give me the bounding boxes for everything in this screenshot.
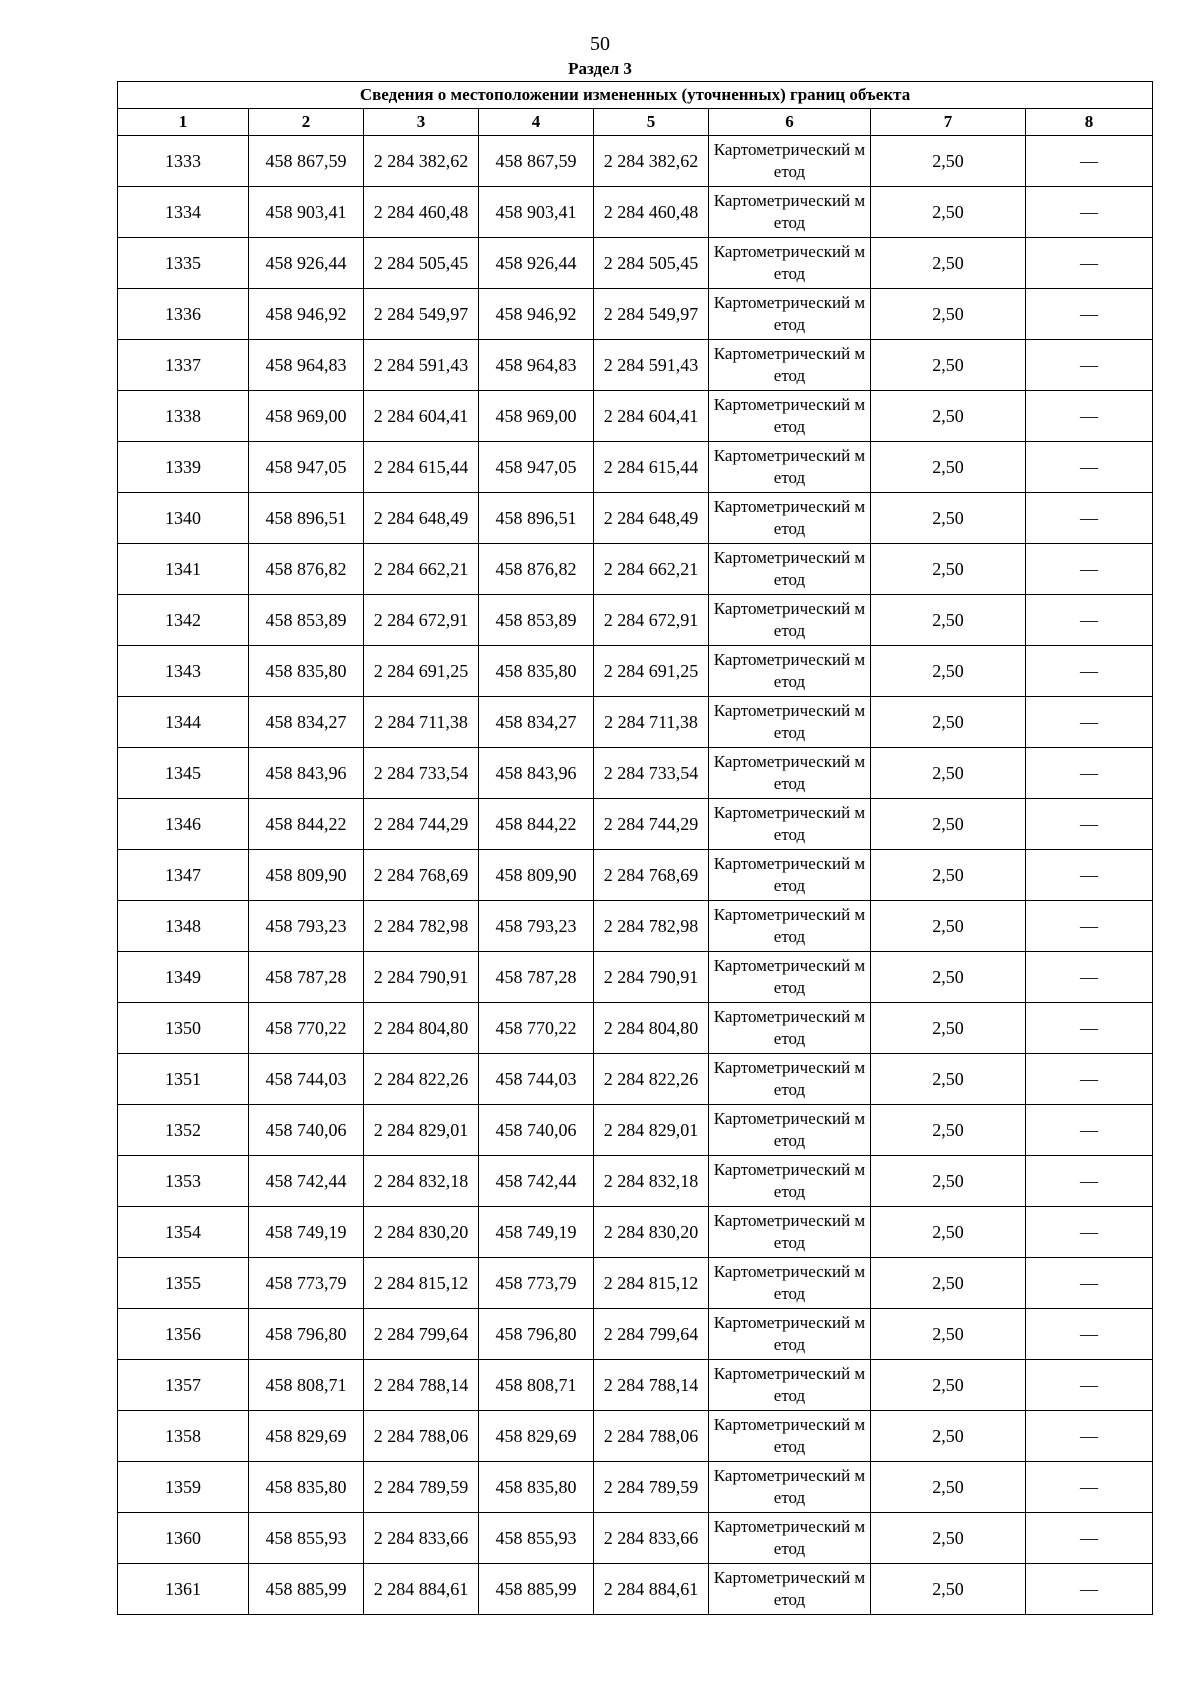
- x-existing-cell: 458 885,99: [249, 1564, 364, 1615]
- description-cell: —: [1026, 340, 1153, 391]
- table-row: [118, 646, 1153, 697]
- y-existing-cell: 2 284 662,21: [364, 544, 479, 595]
- y-existing-cell: 2 284 604,41: [364, 391, 479, 442]
- column-number-7: 7: [871, 109, 1026, 136]
- description-cell: —: [1026, 1258, 1153, 1309]
- y-new-cell: 2 284 549,97: [594, 289, 709, 340]
- table-row: [118, 493, 1153, 544]
- x-existing-cell: 458 926,44: [249, 238, 364, 289]
- x-existing-cell: 458 835,80: [249, 1462, 364, 1513]
- table-row: [118, 187, 1153, 238]
- y-new-cell: 2 284 799,64: [594, 1309, 709, 1360]
- y-new-cell: 2 284 505,45: [594, 238, 709, 289]
- accuracy-cell: 2,50: [871, 340, 1026, 391]
- description-cell: —: [1026, 1207, 1153, 1258]
- x-new-cell: 458 834,27: [479, 697, 594, 748]
- y-existing-cell: 2 284 788,14: [364, 1360, 479, 1411]
- point-number-cell: 1360: [118, 1513, 249, 1564]
- x-new-cell: 458 773,79: [479, 1258, 594, 1309]
- x-new-cell: 458 809,90: [479, 850, 594, 901]
- method-cell: Картометрический метод: [709, 1258, 871, 1309]
- description-cell: —: [1026, 136, 1153, 187]
- point-number-cell: 1355: [118, 1258, 249, 1309]
- method-cell: Картометрический метод: [709, 1309, 871, 1360]
- table-row: [118, 136, 1153, 187]
- y-existing-cell: 2 284 799,64: [364, 1309, 479, 1360]
- point-number-cell: 1350: [118, 1003, 249, 1054]
- table-row: [118, 850, 1153, 901]
- table-row: [118, 595, 1153, 646]
- point-number-cell: 1349: [118, 952, 249, 1003]
- accuracy-cell: 2,50: [871, 952, 1026, 1003]
- x-new-cell: 458 855,93: [479, 1513, 594, 1564]
- x-new-cell: 458 843,96: [479, 748, 594, 799]
- description-cell: —: [1026, 544, 1153, 595]
- method-cell: Картометрический метод: [709, 748, 871, 799]
- table-row: [118, 1054, 1153, 1105]
- x-new-cell: 458 885,99: [479, 1564, 594, 1615]
- point-number-cell: 1337: [118, 340, 249, 391]
- x-new-cell: 458 903,41: [479, 187, 594, 238]
- x-existing-cell: 458 740,06: [249, 1105, 364, 1156]
- method-cell: Картометрический метод: [709, 1411, 871, 1462]
- table-row: [118, 544, 1153, 595]
- x-existing-cell: 458 834,27: [249, 697, 364, 748]
- x-new-cell: 458 796,80: [479, 1309, 594, 1360]
- point-number-cell: 1361: [118, 1564, 249, 1615]
- y-new-cell: 2 284 672,91: [594, 595, 709, 646]
- table-row: [118, 748, 1153, 799]
- x-new-cell: 458 926,44: [479, 238, 594, 289]
- y-existing-cell: 2 284 788,06: [364, 1411, 479, 1462]
- method-cell: Картометрический метод: [709, 1054, 871, 1105]
- description-cell: —: [1026, 238, 1153, 289]
- accuracy-cell: 2,50: [871, 1309, 1026, 1360]
- x-new-cell: 458 793,23: [479, 901, 594, 952]
- x-existing-cell: 458 853,89: [249, 595, 364, 646]
- description-cell: —: [1026, 493, 1153, 544]
- method-cell: Картометрический метод: [709, 952, 871, 1003]
- table-row: [118, 901, 1153, 952]
- y-new-cell: 2 284 711,38: [594, 697, 709, 748]
- table-row: [118, 238, 1153, 289]
- x-existing-cell: 458 829,69: [249, 1411, 364, 1462]
- description-cell: —: [1026, 1309, 1153, 1360]
- y-new-cell: 2 284 788,06: [594, 1411, 709, 1462]
- accuracy-cell: 2,50: [871, 1462, 1026, 1513]
- table-row: [118, 340, 1153, 391]
- table-row: [118, 1207, 1153, 1258]
- x-existing-cell: 458 742,44: [249, 1156, 364, 1207]
- accuracy-cell: 2,50: [871, 289, 1026, 340]
- x-new-cell: 458 946,92: [479, 289, 594, 340]
- x-new-cell: 458 740,06: [479, 1105, 594, 1156]
- y-new-cell: 2 284 790,91: [594, 952, 709, 1003]
- description-cell: —: [1026, 391, 1153, 442]
- point-number-cell: 1358: [118, 1411, 249, 1462]
- y-existing-cell: 2 284 830,20: [364, 1207, 479, 1258]
- x-existing-cell: 458 947,05: [249, 442, 364, 493]
- column-number-8: 8: [1026, 109, 1153, 136]
- accuracy-cell: 2,50: [871, 1003, 1026, 1054]
- point-number-cell: 1342: [118, 595, 249, 646]
- y-new-cell: 2 284 615,44: [594, 442, 709, 493]
- y-new-cell: 2 284 804,80: [594, 1003, 709, 1054]
- y-existing-cell: 2 284 768,69: [364, 850, 479, 901]
- y-new-cell: 2 284 832,18: [594, 1156, 709, 1207]
- y-existing-cell: 2 284 549,97: [364, 289, 479, 340]
- table-row: [118, 952, 1153, 1003]
- x-new-cell: 458 749,19: [479, 1207, 594, 1258]
- x-new-cell: 458 964,83: [479, 340, 594, 391]
- y-new-cell: 2 284 822,26: [594, 1054, 709, 1105]
- y-existing-cell: 2 284 691,25: [364, 646, 479, 697]
- table-row: [118, 1105, 1153, 1156]
- x-existing-cell: 458 969,00: [249, 391, 364, 442]
- x-new-cell: 458 808,71: [479, 1360, 594, 1411]
- accuracy-cell: 2,50: [871, 850, 1026, 901]
- y-new-cell: 2 284 789,59: [594, 1462, 709, 1513]
- point-number-cell: 1344: [118, 697, 249, 748]
- y-existing-cell: 2 284 615,44: [364, 442, 479, 493]
- point-number-cell: 1340: [118, 493, 249, 544]
- description-cell: —: [1026, 289, 1153, 340]
- table-row: [118, 1309, 1153, 1360]
- y-existing-cell: 2 284 382,62: [364, 136, 479, 187]
- y-new-cell: 2 284 733,54: [594, 748, 709, 799]
- description-cell: —: [1026, 799, 1153, 850]
- method-cell: Картометрический метод: [709, 1207, 871, 1258]
- x-new-cell: 458 853,89: [479, 595, 594, 646]
- column-number-2: 2: [249, 109, 364, 136]
- method-cell: Картометрический метод: [709, 646, 871, 697]
- description-cell: —: [1026, 1156, 1153, 1207]
- method-cell: Картометрический метод: [709, 1462, 871, 1513]
- method-cell: Картометрический метод: [709, 289, 871, 340]
- point-number-cell: 1353: [118, 1156, 249, 1207]
- point-number-cell: 1359: [118, 1462, 249, 1513]
- x-existing-cell: 458 896,51: [249, 493, 364, 544]
- y-existing-cell: 2 284 782,98: [364, 901, 479, 952]
- column-number-6: 6: [709, 109, 871, 136]
- point-number-cell: 1334: [118, 187, 249, 238]
- method-cell: Картометрический метод: [709, 493, 871, 544]
- x-existing-cell: 458 787,28: [249, 952, 364, 1003]
- point-number-cell: 1345: [118, 748, 249, 799]
- column-number-1: 1: [118, 109, 249, 136]
- description-cell: —: [1026, 1462, 1153, 1513]
- y-new-cell: 2 284 782,98: [594, 901, 709, 952]
- accuracy-cell: 2,50: [871, 238, 1026, 289]
- accuracy-cell: 2,50: [871, 1156, 1026, 1207]
- point-number-cell: 1335: [118, 238, 249, 289]
- y-existing-cell: 2 284 672,91: [364, 595, 479, 646]
- description-cell: —: [1026, 748, 1153, 799]
- accuracy-cell: 2,50: [871, 544, 1026, 595]
- accuracy-cell: 2,50: [871, 799, 1026, 850]
- y-existing-cell: 2 284 733,54: [364, 748, 479, 799]
- method-cell: Картометрический метод: [709, 697, 871, 748]
- method-cell: Картометрический метод: [709, 1513, 871, 1564]
- table-row: [118, 289, 1153, 340]
- x-new-cell: 458 835,80: [479, 1462, 594, 1513]
- x-new-cell: 458 896,51: [479, 493, 594, 544]
- y-new-cell: 2 284 460,48: [594, 187, 709, 238]
- y-new-cell: 2 284 815,12: [594, 1258, 709, 1309]
- table-row: [118, 697, 1153, 748]
- x-new-cell: 458 947,05: [479, 442, 594, 493]
- y-new-cell: 2 284 830,20: [594, 1207, 709, 1258]
- table-row: [118, 1003, 1153, 1054]
- y-new-cell: 2 284 768,69: [594, 850, 709, 901]
- y-existing-cell: 2 284 789,59: [364, 1462, 479, 1513]
- column-number-4: 4: [479, 109, 594, 136]
- point-number-cell: 1351: [118, 1054, 249, 1105]
- y-existing-cell: 2 284 744,29: [364, 799, 479, 850]
- method-cell: Картометрический метод: [709, 1564, 871, 1615]
- table-row: [118, 1462, 1153, 1513]
- x-existing-cell: 458 876,82: [249, 544, 364, 595]
- table-row: [118, 442, 1153, 493]
- y-existing-cell: 2 284 815,12: [364, 1258, 479, 1309]
- description-cell: —: [1026, 595, 1153, 646]
- point-number-cell: 1352: [118, 1105, 249, 1156]
- x-existing-cell: 458 946,92: [249, 289, 364, 340]
- y-existing-cell: 2 284 790,91: [364, 952, 479, 1003]
- method-cell: Картометрический метод: [709, 1156, 871, 1207]
- description-cell: —: [1026, 187, 1153, 238]
- accuracy-cell: 2,50: [871, 1411, 1026, 1462]
- x-new-cell: 458 867,59: [479, 136, 594, 187]
- accuracy-cell: 2,50: [871, 748, 1026, 799]
- accuracy-cell: 2,50: [871, 1360, 1026, 1411]
- point-number-cell: 1348: [118, 901, 249, 952]
- y-existing-cell: 2 284 822,26: [364, 1054, 479, 1105]
- method-cell: Картометрический метод: [709, 850, 871, 901]
- description-cell: —: [1026, 1003, 1153, 1054]
- accuracy-cell: 2,50: [871, 595, 1026, 646]
- table-row: [118, 391, 1153, 442]
- x-existing-cell: 458 964,83: [249, 340, 364, 391]
- x-existing-cell: 458 867,59: [249, 136, 364, 187]
- table-row: [118, 1156, 1153, 1207]
- x-existing-cell: 458 835,80: [249, 646, 364, 697]
- column-number-row: [118, 109, 1153, 136]
- y-existing-cell: 2 284 505,45: [364, 238, 479, 289]
- description-cell: —: [1026, 850, 1153, 901]
- x-new-cell: 458 876,82: [479, 544, 594, 595]
- y-new-cell: 2 284 788,14: [594, 1360, 709, 1411]
- x-new-cell: 458 787,28: [479, 952, 594, 1003]
- accuracy-cell: 2,50: [871, 391, 1026, 442]
- y-new-cell: 2 284 648,49: [594, 493, 709, 544]
- x-new-cell: 458 829,69: [479, 1411, 594, 1462]
- description-cell: —: [1026, 442, 1153, 493]
- x-existing-cell: 458 770,22: [249, 1003, 364, 1054]
- y-new-cell: 2 284 833,66: [594, 1513, 709, 1564]
- method-cell: Картометрический метод: [709, 1003, 871, 1054]
- x-existing-cell: 458 793,23: [249, 901, 364, 952]
- x-new-cell: 458 770,22: [479, 1003, 594, 1054]
- y-new-cell: 2 284 604,41: [594, 391, 709, 442]
- accuracy-cell: 2,50: [871, 1105, 1026, 1156]
- accuracy-cell: 2,50: [871, 1207, 1026, 1258]
- y-existing-cell: 2 284 711,38: [364, 697, 479, 748]
- point-number-cell: 1333: [118, 136, 249, 187]
- description-cell: —: [1026, 1054, 1153, 1105]
- y-new-cell: 2 284 744,29: [594, 799, 709, 850]
- table-caption: Сведения о местоположении измененных (уточненных) границ объекта: [118, 82, 1153, 109]
- x-new-cell: 458 835,80: [479, 646, 594, 697]
- x-existing-cell: 458 844,22: [249, 799, 364, 850]
- y-new-cell: 2 284 662,21: [594, 544, 709, 595]
- method-cell: Картометрический метод: [709, 595, 871, 646]
- table-row: [118, 1258, 1153, 1309]
- accuracy-cell: 2,50: [871, 136, 1026, 187]
- table-row: [118, 1513, 1153, 1564]
- method-cell: Картометрический метод: [709, 442, 871, 493]
- method-cell: Картометрический метод: [709, 1105, 871, 1156]
- y-new-cell: 2 284 591,43: [594, 340, 709, 391]
- coordinates-table: [117, 81, 1153, 1615]
- method-cell: Картометрический метод: [709, 391, 871, 442]
- x-existing-cell: 458 808,71: [249, 1360, 364, 1411]
- accuracy-cell: 2,50: [871, 1513, 1026, 1564]
- y-new-cell: 2 284 829,01: [594, 1105, 709, 1156]
- accuracy-cell: 2,50: [871, 1054, 1026, 1105]
- table-row: [118, 799, 1153, 850]
- x-existing-cell: 458 744,03: [249, 1054, 364, 1105]
- x-new-cell: 458 744,03: [479, 1054, 594, 1105]
- table-body: [118, 136, 1153, 1615]
- y-new-cell: 2 284 691,25: [594, 646, 709, 697]
- method-cell: Картометрический метод: [709, 544, 871, 595]
- point-number-cell: 1338: [118, 391, 249, 442]
- y-existing-cell: 2 284 460,48: [364, 187, 479, 238]
- point-number-cell: 1347: [118, 850, 249, 901]
- method-cell: Картометрический метод: [709, 799, 871, 850]
- method-cell: Картометрический метод: [709, 136, 871, 187]
- x-existing-cell: 458 796,80: [249, 1309, 364, 1360]
- x-new-cell: 458 969,00: [479, 391, 594, 442]
- y-existing-cell: 2 284 884,61: [364, 1564, 479, 1615]
- point-number-cell: 1346: [118, 799, 249, 850]
- description-cell: —: [1026, 952, 1153, 1003]
- method-cell: Картометрический метод: [709, 238, 871, 289]
- section-title: Раздел 3: [568, 59, 632, 78]
- point-number-cell: 1341: [118, 544, 249, 595]
- description-cell: —: [1026, 901, 1153, 952]
- page-number: 50: [590, 33, 610, 55]
- column-number-3: 3: [364, 109, 479, 136]
- method-cell: Картометрический метод: [709, 1360, 871, 1411]
- table-row: [118, 1411, 1153, 1462]
- x-new-cell: 458 844,22: [479, 799, 594, 850]
- y-existing-cell: 2 284 829,01: [364, 1105, 479, 1156]
- point-number-cell: 1339: [118, 442, 249, 493]
- accuracy-cell: 2,50: [871, 1258, 1026, 1309]
- y-existing-cell: 2 284 804,80: [364, 1003, 479, 1054]
- accuracy-cell: 2,50: [871, 187, 1026, 238]
- x-existing-cell: 458 773,79: [249, 1258, 364, 1309]
- x-new-cell: 458 742,44: [479, 1156, 594, 1207]
- point-number-cell: 1336: [118, 289, 249, 340]
- x-existing-cell: 458 749,19: [249, 1207, 364, 1258]
- point-number-cell: 1356: [118, 1309, 249, 1360]
- accuracy-cell: 2,50: [871, 442, 1026, 493]
- accuracy-cell: 2,50: [871, 646, 1026, 697]
- description-cell: —: [1026, 697, 1153, 748]
- description-cell: —: [1026, 646, 1153, 697]
- method-cell: Картометрический метод: [709, 901, 871, 952]
- x-existing-cell: 458 903,41: [249, 187, 364, 238]
- accuracy-cell: 2,50: [871, 493, 1026, 544]
- x-existing-cell: 458 855,93: [249, 1513, 364, 1564]
- x-existing-cell: 458 809,90: [249, 850, 364, 901]
- y-existing-cell: 2 284 832,18: [364, 1156, 479, 1207]
- table-row: [118, 1360, 1153, 1411]
- method-cell: Картометрический метод: [709, 187, 871, 238]
- column-number-5: 5: [594, 109, 709, 136]
- y-new-cell: 2 284 884,61: [594, 1564, 709, 1615]
- description-cell: —: [1026, 1105, 1153, 1156]
- x-existing-cell: 458 843,96: [249, 748, 364, 799]
- method-cell: Картометрический метод: [709, 340, 871, 391]
- y-existing-cell: 2 284 648,49: [364, 493, 479, 544]
- description-cell: —: [1026, 1411, 1153, 1462]
- table-row: [118, 1564, 1153, 1615]
- description-cell: —: [1026, 1360, 1153, 1411]
- y-existing-cell: 2 284 833,66: [364, 1513, 479, 1564]
- accuracy-cell: 2,50: [871, 697, 1026, 748]
- accuracy-cell: 2,50: [871, 1564, 1026, 1615]
- accuracy-cell: 2,50: [871, 901, 1026, 952]
- point-number-cell: 1354: [118, 1207, 249, 1258]
- y-existing-cell: 2 284 591,43: [364, 340, 479, 391]
- description-cell: —: [1026, 1564, 1153, 1615]
- point-number-cell: 1357: [118, 1360, 249, 1411]
- point-number-cell: 1343: [118, 646, 249, 697]
- description-cell: —: [1026, 1513, 1153, 1564]
- y-new-cell: 2 284 382,62: [594, 136, 709, 187]
